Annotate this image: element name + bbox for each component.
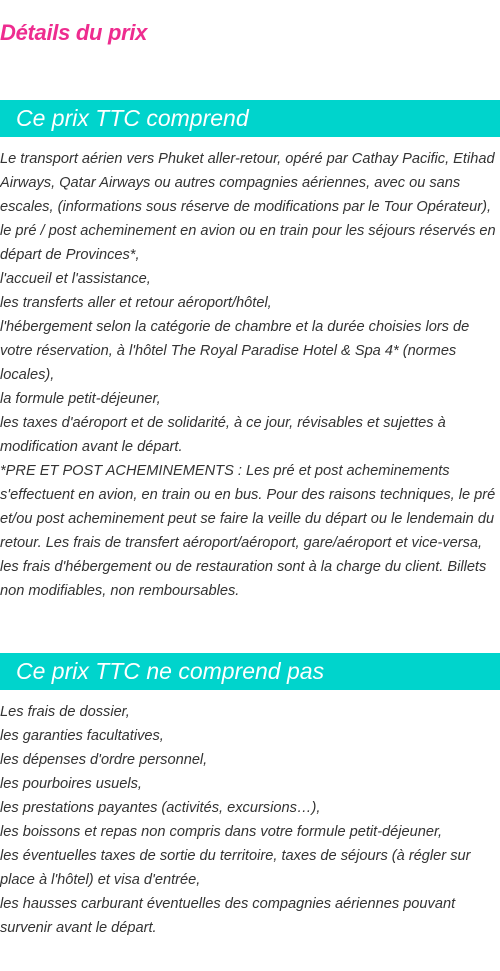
list-item: les transferts aller et retour aéroport/hôtel,	[0, 295, 272, 311]
list-item: les pourboires usuels,	[0, 776, 142, 792]
excluded-list	[0, 700, 500, 940]
list-item: la formule petit-déjeuner,	[0, 391, 161, 407]
included-list	[0, 147, 500, 459]
list-item: Le transport aérien vers Phuket aller-retour, opéré par Cathay Pacific, Etihad Airways, Qatar Airways ou autres compagnies aériennes, avec ou sans escales, (informations sous réserve de modifications par le Tour Opérateur),	[0, 151, 495, 215]
list-item: les boissons et repas non compris dans votre formule petit-déjeuner,	[0, 824, 443, 840]
included-heading: Ce prix TTC comprend	[0, 100, 500, 137]
list-item: le pré / post acheminement en avion ou en train pour les séjours réservés en départ de Provinces*,	[0, 223, 496, 263]
list-item: les taxes d'aéroport et de solidarité, à ce jour, révisables et sujettes à modification avant le départ.	[0, 415, 446, 455]
page-title: Détails du prix	[0, 20, 148, 45]
list-item: l'accueil et l'assistance,	[0, 271, 151, 287]
list-item: l'hébergement selon la catégorie de chambre et la durée choisies lors de votre réservation, à l'hôtel The Royal Paradise Hotel & Spa 4* (normes locales),	[0, 319, 470, 383]
list-item: les hausses carburant éventuelles des compagnies aériennes pouvant survenir avant le départ.	[0, 896, 456, 936]
list-item: les dépenses d'ordre personnel,	[0, 752, 208, 768]
list-item: les prestations payantes (activités, excursions…),	[0, 800, 321, 816]
excluded-heading: Ce prix TTC ne comprend pas	[0, 653, 500, 690]
list-item: les garanties facultatives,	[0, 728, 164, 744]
list-item: les éventuelles taxes de sortie du territoire, taxes de séjours (à régler sur place à l'hôtel) et visa d'entrée,	[0, 848, 471, 888]
list-item: Les frais de dossier,	[0, 704, 130, 720]
pre-post-note: *PRE ET POST ACHEMINEMENTS : Les pré et post acheminements s'effectuent en avion, en train ou en bus. Pour des raisons techniques, le pré et/ou post acheminement peut se faire la veille du départ ou le lendemain du retour. Les frais de transfert aéroport/aéroport, gare/aéroport et vice-versa, les frais d'hébergement ou de restauration sont à la charge du client. Billets non modifiables, non remboursables.	[0, 463, 496, 599]
